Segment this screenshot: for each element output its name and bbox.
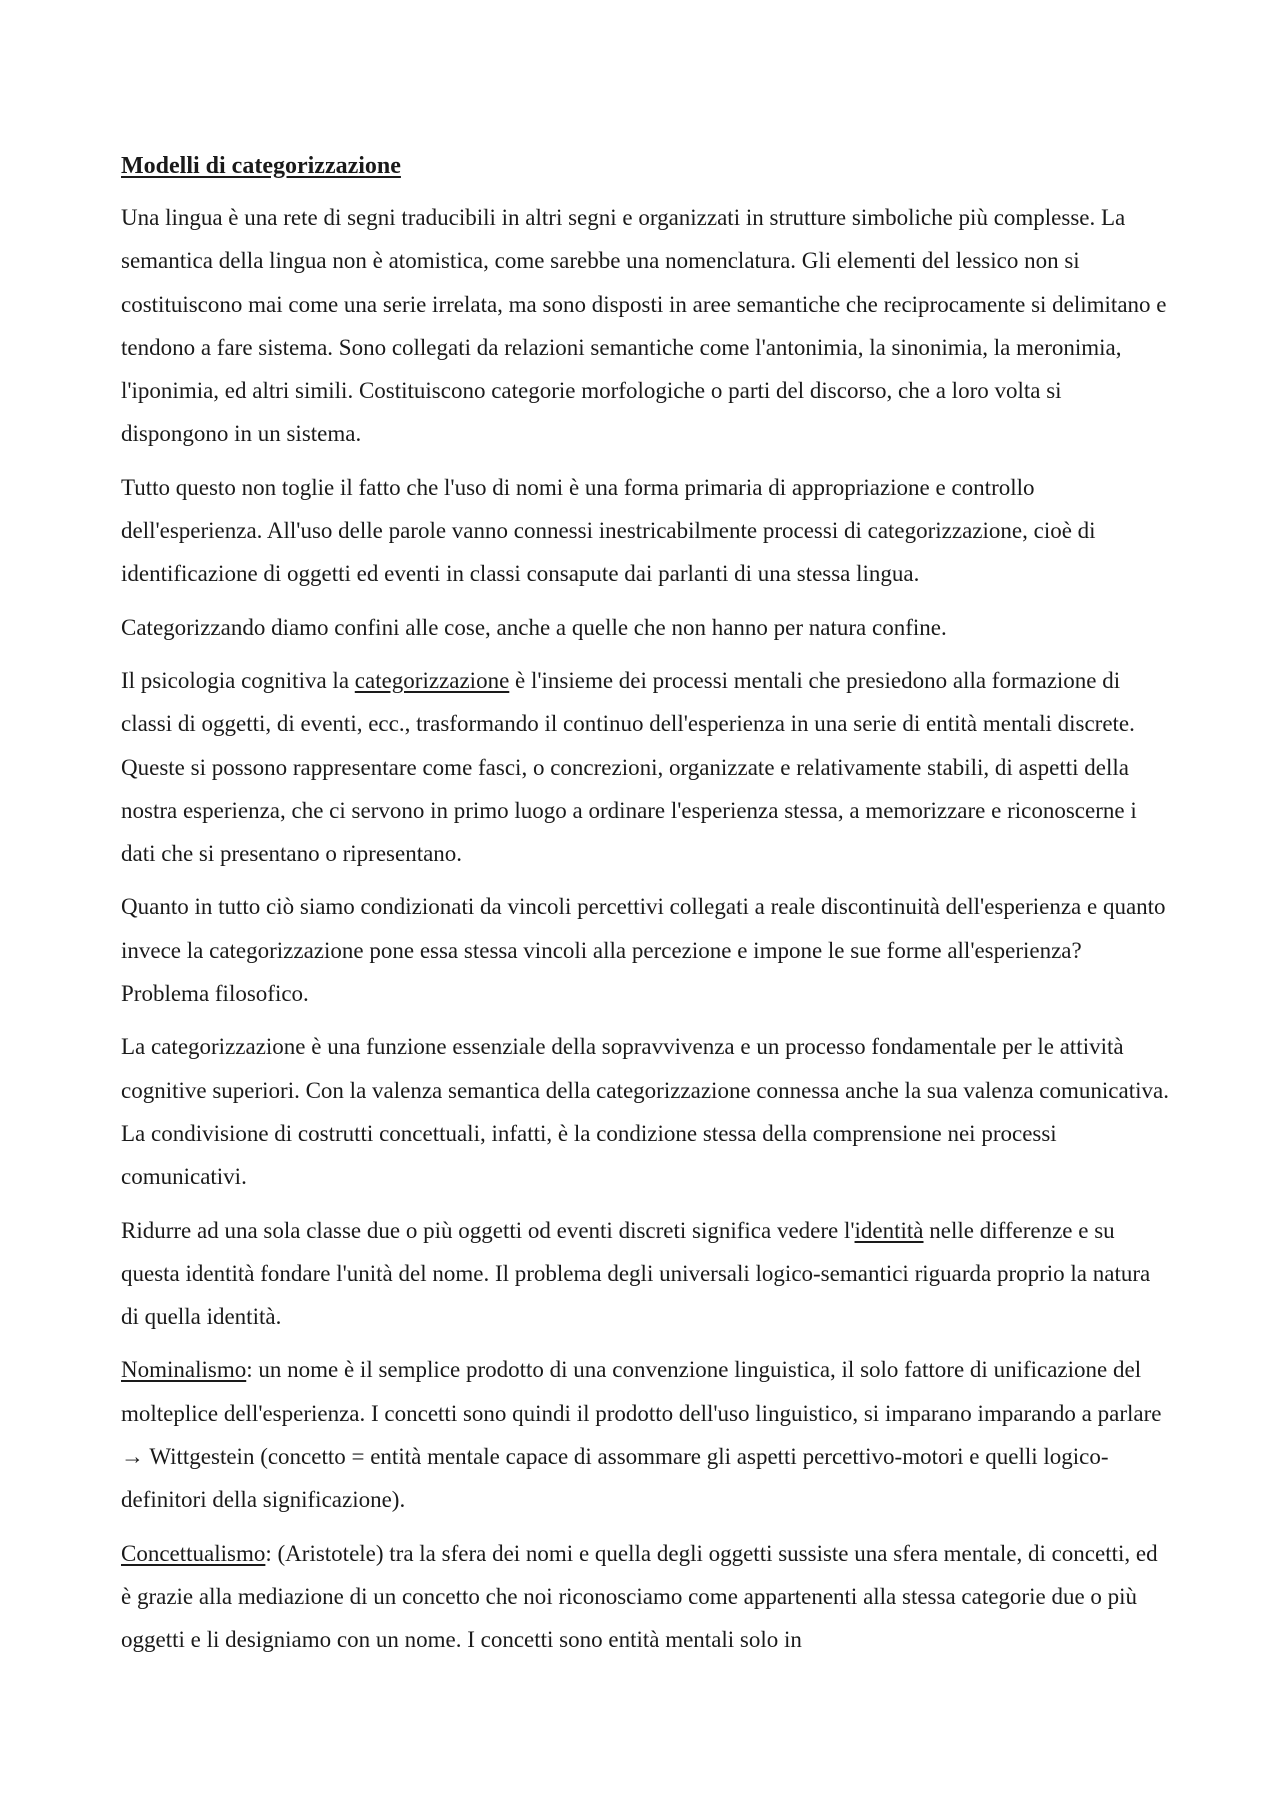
document-page xyxy=(121,150,1171,1672)
term-concettualismo: Concettualismo xyxy=(121,1540,266,1566)
text-segment: Il psicologia cognitiva la xyxy=(121,667,355,693)
text-segment: : (Aristotele) tra la sfera dei nomi e quella degli oggetti sussiste una sfera mentale, di concetti, ed è grazie alla mediazione di un concetto che noi riconosciamo come appartenenti alla stessa categorie due o più oggetti e li designiamo con un nome. I concetti sono entità mentali solo in xyxy=(121,1540,1158,1653)
paragraph-lingua-rete: Una lingua è una rete di segni traducibili in altri segni e organizzati in strutture simboliche più complesse. La semantica della lingua non è atomistica, come sarebbe una nomenclatura. Gli elementi del lessico non si costituiscono mai come una serie irrelata, ma sono disposti in aree semantiche che reciprocamente si delimitano e tendono a fare sistema. Sono collegati da relazioni semantiche come l'antonimia, la sinonimia, la meronimia, l'iponimia, ed altri simili. Costituiscono categorie morfologiche o parti del discorso, che a loro volta si dispongono in un sistema. xyxy=(121,205,1167,447)
paragraph-funzione-essenziale: La categorizzazione è una funzione essenziale della sopravvivenza e un processo fondamentale per le attività cognitive superiori. Con la valenza semantica della categorizzazione connessa anche la sua valenza comunicativa. La condivisione di costrutti concettuali, infatti, è la condizione stessa della comprensione nei processi comunicativi. xyxy=(121,1034,1169,1190)
paragraph-vincoli-percettivi: Quanto in tutto ciò siamo condizionati da vincoli percettivi collegati a reale discontinuità dell'esperienza e quanto invece la categorizzazione pone essa stessa vincoli alla percezione e impone le sue forme all'esperienza? Problema filosofico. xyxy=(121,894,1166,1007)
paragraph-psicologia-cognitiva xyxy=(121,659,1171,875)
paragraph-uso-nomi: Tutto questo non toglie il fatto che l'uso di nomi è una forma primaria di appropriazione e controllo dell'esperienza. All'uso delle parole vanno connessi inestricabilmente processi di categorizzazione, cioè di identificazione di oggetti ed eventi in classi consapute dai parlanti di una stessa lingua. xyxy=(121,474,1096,587)
text-segment: : un nome è il semplice prodotto di una convenzione linguistica, il solo fattore di unificazione del molteplice dell'esperienza. I concetti sono quindi il prodotto dell'uso linguistico, si imparano imparando a parlare → Wittgestein (concetto = entità mentale capace di assommare gli aspetti percettivo-motori e quelli logico-definitori della significazione). xyxy=(121,1357,1162,1513)
text-segment: nelle differenze e su questa identità fondare l'unità del nome. Il problema degli universali logico-semantici riguarda proprio la natura di quella identità. xyxy=(121,1217,1151,1330)
text-segment: Ridurre ad una sola classe due o più oggetti od eventi discreti significa vedere l' xyxy=(121,1217,855,1243)
paragraph-confini: Categorizzando diamo confini alle cose, anche a quelle che non hanno per natura confine. xyxy=(121,614,947,640)
document-title: Modelli di categorizzazione xyxy=(121,153,401,179)
paragraph-concettualismo xyxy=(121,1532,1171,1662)
paragraph-nominalismo xyxy=(121,1348,1171,1521)
paragraph-identita xyxy=(121,1209,1171,1339)
text-segment: è l'insieme dei processi mentali che presiedono alla formazione di classi di oggetti, di eventi, ecc., trasformando il continuo dell'esperienza in una serie di entità mentali discrete. Queste si possono rappresentare come fasci, o concrezioni, organizzate e relativamente stabili, di aspetti della nostra esperienza, che ci servono in primo luogo a ordinare l'esperienza stessa, a memorizzare e riconoscerne i dati che si presentano o ripresentano. xyxy=(121,667,1137,867)
term-nominalismo: Nominalismo xyxy=(121,1357,247,1383)
term-identita: identità xyxy=(854,1217,924,1243)
term-categorizzazione: categorizzazione xyxy=(354,667,510,693)
